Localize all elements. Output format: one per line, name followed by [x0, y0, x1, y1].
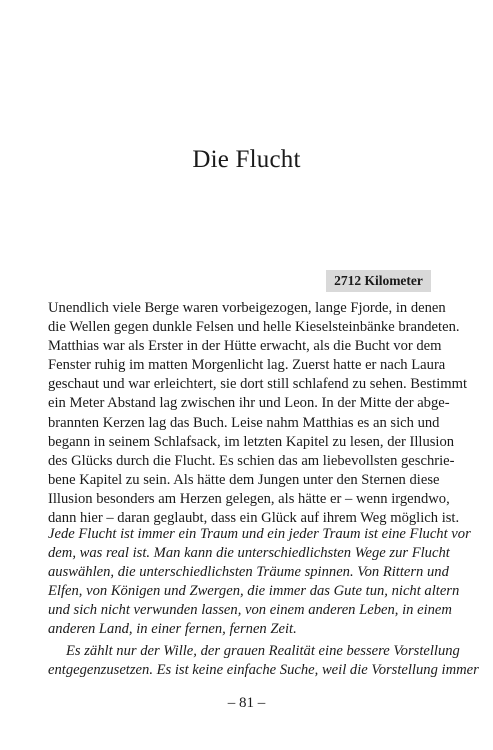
distance-badge: 2712 Kilometer [326, 270, 431, 292]
body-paragraph-1 [48, 299, 468, 528]
text-line: Unendlich viele Berge waren vorbeigezogen, lange Fjorde, in denen [48, 300, 446, 316]
italic-paragraph-2 [48, 642, 479, 680]
text-line: begann in seinem Schlafsack, im letzten Kapitel zu lesen, der Illusion [48, 433, 455, 450]
italic-paragraph-1 [48, 525, 471, 640]
text-line: brannten Kerzen lag das Buch. Leise nahm Matthias es an sich und [48, 414, 440, 431]
text-line: dann hier – daran geglaubt, dass ein Glück auf ihrem Weg möglich ist. [48, 510, 460, 527]
text-line: Elfen, von Königen und Zwergen, die immer das Gute tun, nicht altern [48, 583, 460, 600]
text-line: des Glücks durch die Flucht. Es schien das am liebevollsten geschrie- [48, 452, 455, 469]
text-line: und sich nicht verwunden lassen, von einem anderen Leben, in einem [48, 602, 452, 619]
text-line: auswählen, die unterschiedlichsten Träume spinnen. Von Rittern und [48, 564, 449, 581]
text-line: Jede Flucht ist immer ein Traum und ein jeder Traum ist eine Flucht vor [48, 526, 471, 542]
page-number: – 81 – [227, 695, 266, 711]
chapter-title: Die Flucht [192, 146, 301, 173]
text-line: dem, was real ist. Man kann die unterschiedlichsten Wege zur Flucht [48, 545, 450, 562]
text-line: geschaut und war erleichtert, sie dort still schlafend zu sehen. Bestimmt [48, 376, 468, 393]
text-line: Es zählt nur der Wille, der grauen Realität eine bessere Vorstellung [66, 643, 460, 659]
text-line: bene Kapitel zu sein. Als hätte dem Jungen unter den Sternen diese [48, 471, 440, 488]
text-line: die Wellen gegen dunkle Felsen und helle Kieselsteinbänke brandeten. [48, 319, 460, 336]
text-line: Illusion besonders am Herzen gelegen, als hätte er – wenn irgendwo, [48, 490, 450, 507]
text-line: Matthias war als Erster in der Hütte erwacht, als die Bucht vor dem [48, 338, 442, 355]
text-line: ein Meter Abstand lag zwischen ihr und Leon. In der Mitte der abge- [48, 395, 450, 412]
text-line: anderen Land, in einer fernen, fernen Zeit. [48, 621, 297, 638]
text-line: Fenster ruhig im matten Morgenlicht lag. Zuerst hatte er nach Laura [48, 357, 446, 374]
text-line: entgegenzusetzen. Es ist keine einfache Suche, weil die Vorstellung immer [48, 662, 479, 679]
